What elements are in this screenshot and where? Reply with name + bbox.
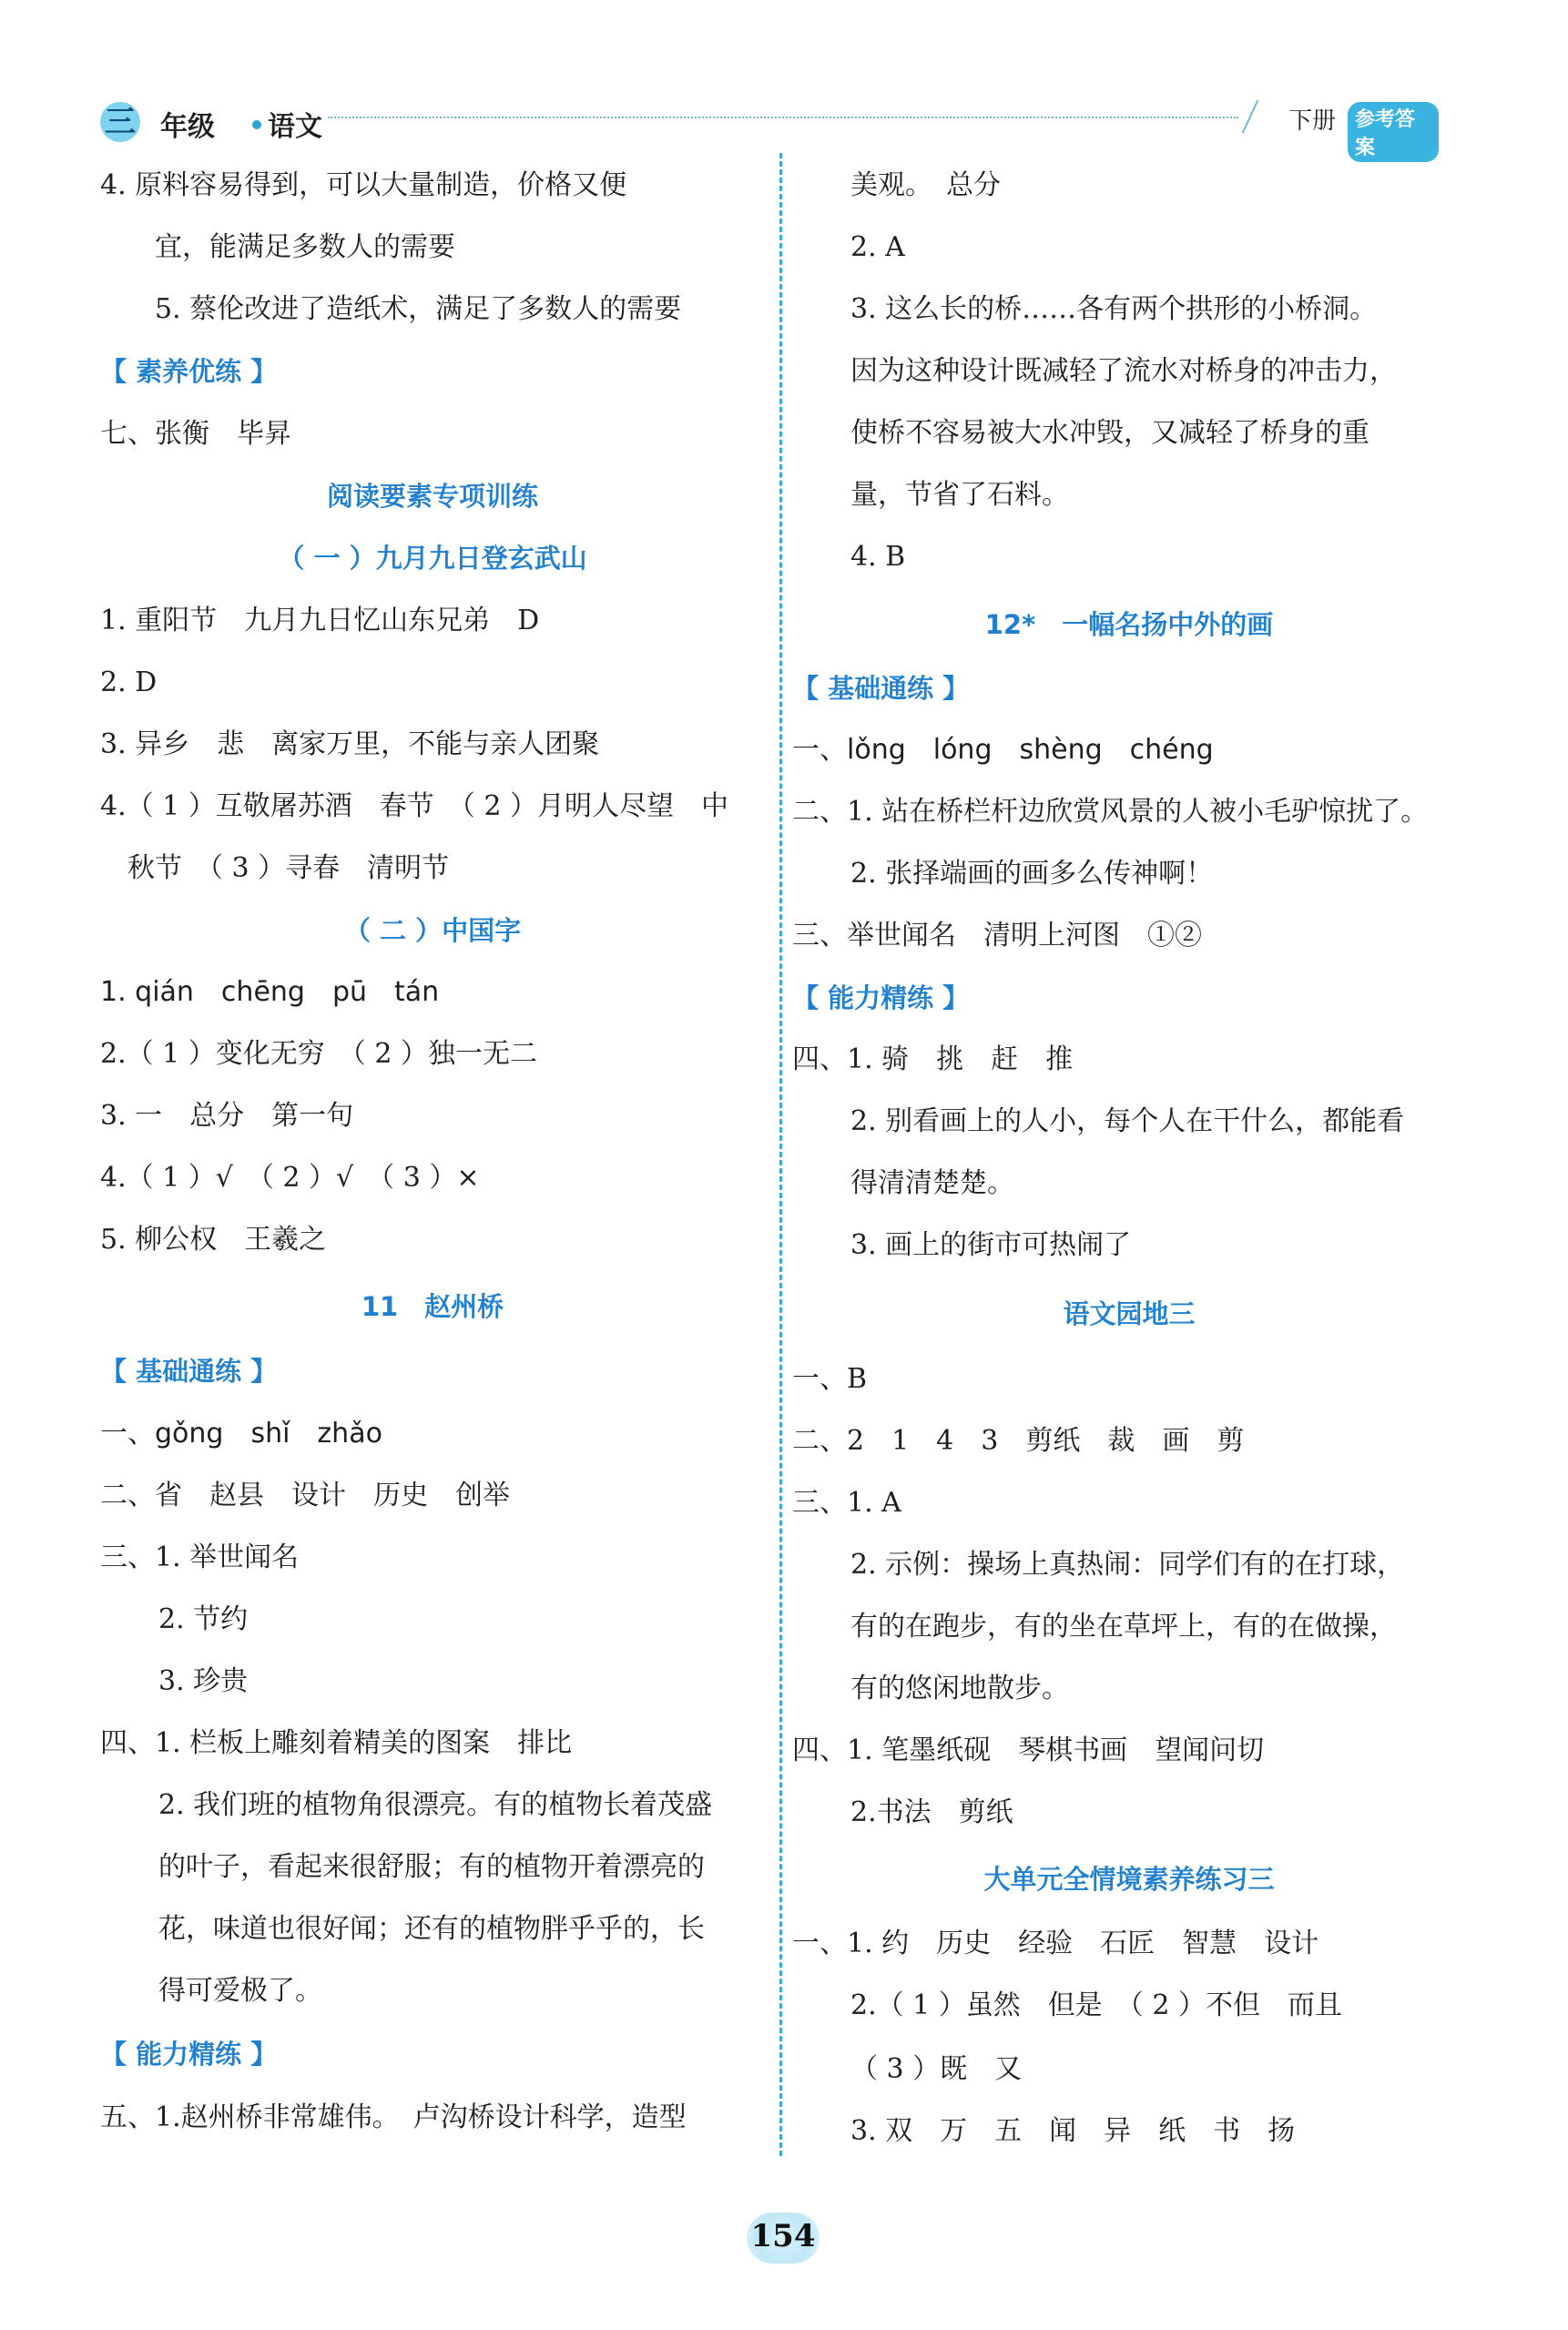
section-tag-jichu: 【 基础通练 】 (792, 673, 970, 704)
answer-line: 二、2 1 4 3 剪纸 裁 画 剪 (792, 1425, 1245, 1457)
answer-line: 4. B (850, 541, 906, 573)
answer-line: 3. 珍贵 (158, 1665, 249, 1697)
answer-line: 2. 张择端画的画多么传神啊！ (850, 858, 1214, 890)
answer-line: 有的悠闲地散步。 (850, 1673, 1069, 1704)
answer-line: 一、lǒng lóng shèng chéng (792, 734, 1214, 766)
answer-line: 四、1. 栏板上雕刻着精美的图案 排比 (100, 1727, 573, 1759)
answer-line: 量，节省了石料。 (850, 479, 1069, 511)
answer-line: 得清清楚楚。 (850, 1167, 1014, 1199)
answer-line: 美观。 总分 (850, 169, 1001, 201)
answer-line: 2. 示例：操场上真热闹：同学们有的在打球， (850, 1549, 1405, 1581)
answer-line: 有的在跑步，有的坐在草坪上，有的在做操， (850, 1611, 1397, 1643)
answer-line: 四、1. 骑 挑 赶 推 (792, 1043, 1074, 1075)
answer-line: 三、举世闻名 清明上河图 ①② (792, 920, 1202, 951)
answer-line: 4. 原料容易得到，可以大量制造，价格又便 (100, 169, 627, 201)
header-slash (1242, 99, 1259, 133)
section-tag-suyang: 【 素养优练 】 (100, 356, 278, 387)
answer-line: 2. D (100, 666, 158, 698)
answer-line: 一、B (792, 1363, 868, 1395)
dot-separator-icon (252, 120, 261, 129)
section-heading: 阅读要素专项训练 (326, 481, 538, 512)
answer-line: 2.（ 1 ）虽然 但是 （ 2 ）不但 而且 (850, 1989, 1342, 2021)
answer-line: 2. 我们班的植物角很漂亮。有的植物长着茂盛 (158, 1789, 713, 1821)
section-tag-jichu: 【 基础通练 】 (100, 1356, 278, 1387)
answer-line: 宜，能满足多数人的需要 (155, 231, 455, 263)
answer-line: 使桥不容易被大水冲毁，又减轻了桥身的重 (850, 417, 1369, 449)
section-tag-nengli: 【 能力精练 】 (100, 2039, 278, 2070)
answer-line: 1. 重阳节 九月九日忆山东兄弟 D (100, 605, 540, 636)
answer-line: 因为这种设计既减轻了流水对桥身的冲击力， (850, 355, 1397, 387)
answer-line: 一、1. 约 历史 经验 石匠 智慧 设计 (792, 1928, 1319, 1959)
volume-label: 下册 (1288, 107, 1337, 135)
answer-line: 四、1. 笔墨纸砚 琴棋书画 望闻问切 (792, 1735, 1265, 1766)
subsection-heading: （ 一 ）九月九日登玄武山 (278, 543, 587, 574)
page-number: 154 (750, 2218, 816, 2254)
answer-line: 二、1. 站在桥栏杆边欣赏风景的人被小毛驴惊扰了。 (792, 796, 1429, 828)
section-tag-nengli: 【 能力精练 】 (792, 982, 970, 1013)
answer-line: 2.书法 剪纸 (850, 1796, 1013, 1828)
answer-line: 2.（ 1 ）变化无穷 （ 2 ）独一无二 (100, 1038, 537, 1070)
answer-line: 5. 蔡伦改进了造纸术，满足了多数人的需要 (155, 293, 682, 325)
answer-line: 2. 别看画上的人小，每个人在干什么，都能看 (850, 1105, 1405, 1137)
grade-badge: 三 (100, 102, 140, 142)
answer-line: 3. 异乡 悲 离家万里，不能与亲人团聚 (100, 728, 600, 760)
answer-line: 的叶子，看起来很舒服；有的植物开着漂亮的 (158, 1851, 705, 1883)
section-heading: 大单元全情境素养练习三 (983, 1864, 1275, 1895)
answer-line: （ 3 ）既 又 (850, 2053, 1023, 2085)
answers-tag: 参考答案 (1348, 102, 1439, 162)
grade-label: 年级 (160, 111, 215, 143)
page-header (100, 97, 1439, 159)
answer-line: 1. qián chēng pū tán (100, 976, 440, 1008)
answer-line: 5. 柳公权 王羲之 (100, 1224, 327, 1256)
answer-line: 三、1. A (792, 1487, 901, 1519)
answer-line: 2. 节约 (158, 1603, 249, 1635)
answer-line: 得可爱极了。 (158, 1975, 322, 2007)
answer-line: 3. 画上的街市可热闹了 (850, 1229, 1132, 1261)
answer-line: 2. A (850, 231, 905, 263)
answer-line: 七、张衡 毕昇 (100, 418, 291, 450)
answer-line: 五、1.赵州桥非常雄伟。 卢沟桥设计科学，造型 (100, 2101, 687, 2133)
column-divider (779, 153, 782, 2156)
answer-line: 花，味道也很好闻；还有的植物胖乎乎的，长 (158, 1913, 705, 1945)
answer-line: 3. 双 万 五 闻 异 纸 书 扬 (850, 2115, 1296, 2147)
header-dotted-rule (328, 117, 1238, 118)
answer-line: 一、gǒng shǐ zhǎo (100, 1418, 382, 1450)
subject-label: 语文 (268, 111, 322, 143)
answer-line: 4.（ 1 ）√ （ 2 ）√ （ 3 ）× (100, 1162, 480, 1194)
section-heading: 语文园地三 (1063, 1298, 1196, 1329)
answer-line: 4.（ 1 ）互敬屠苏酒 春节 （ 2 ）月明人尽望 中 (100, 790, 728, 822)
answer-line: 二、省 赵县 设计 历史 创举 (100, 1480, 510, 1511)
answer-line: 3. 一 总分 第一句 (100, 1100, 354, 1132)
lesson-heading: 11 赵州桥 (361, 1291, 504, 1322)
answer-line: 秋节 （ 3 ）寻春 清明节 (127, 852, 450, 884)
answer-line: 3. 这么长的桥……各有两个拱形的小桥洞。 (850, 293, 1378, 325)
lesson-heading: 12* 一幅名扬中外的画 (984, 609, 1274, 640)
answer-line: 三、1. 举世闻名 (100, 1541, 300, 1573)
subsection-heading: （ 二 ）中国字 (343, 915, 522, 946)
